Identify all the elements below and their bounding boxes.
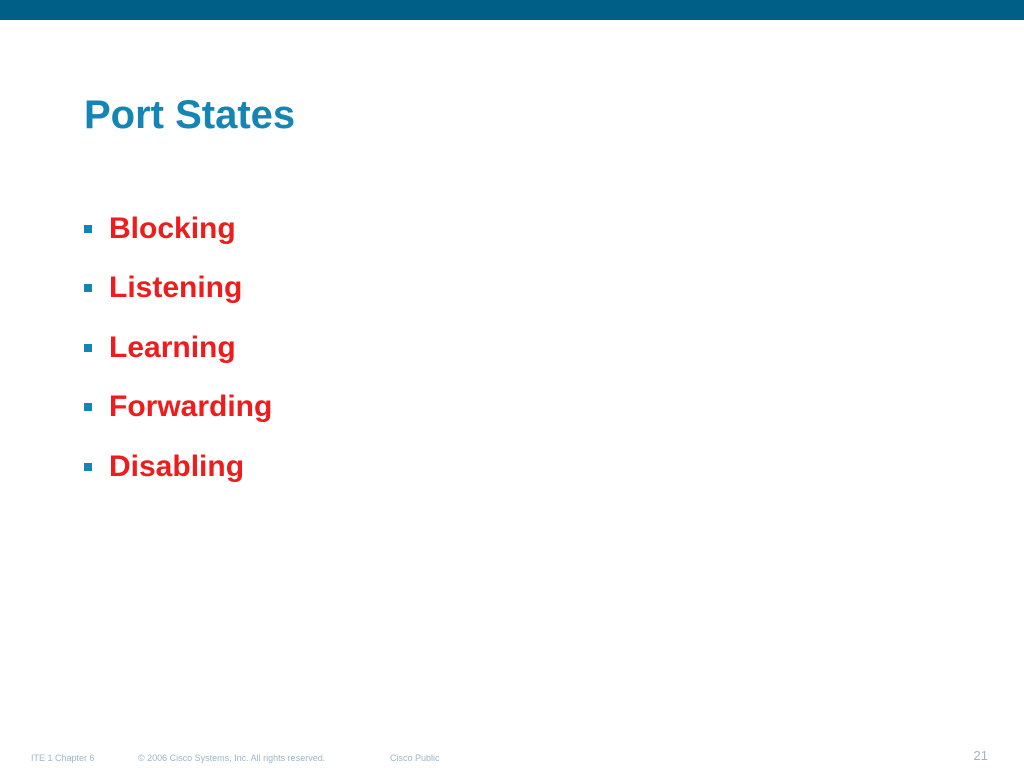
bullet-item-forwarding	[84, 378, 272, 438]
slide-title: Port States	[84, 93, 296, 137]
bullet-item-blocking	[84, 199, 272, 259]
square-bullet-icon	[84, 463, 92, 471]
square-bullet-icon	[84, 344, 92, 352]
bullet-list	[84, 199, 272, 497]
bullet-item-listening	[84, 259, 272, 319]
bullet-item-disabling	[84, 437, 272, 497]
bullet-text: Listening	[109, 271, 243, 305]
footer-copyright: © 2006 Cisco Systems, Inc. All rights reserved.	[138, 753, 326, 763]
square-bullet-icon	[84, 284, 92, 292]
bullet-text: Disabling	[109, 449, 245, 483]
bullet-text: Blocking	[109, 211, 236, 245]
bullet-text: Learning	[109, 330, 236, 364]
bullet-text: Forwarding	[109, 390, 273, 424]
footer-course: ITE 1 Chapter 6	[31, 753, 95, 763]
page-number: 21	[973, 748, 988, 763]
top-banner-bar	[0, 0, 1024, 20]
square-bullet-icon	[84, 225, 92, 233]
footer-classification: Cisco Public	[390, 753, 440, 763]
bullet-item-learning	[84, 318, 272, 378]
square-bullet-icon	[84, 403, 92, 411]
